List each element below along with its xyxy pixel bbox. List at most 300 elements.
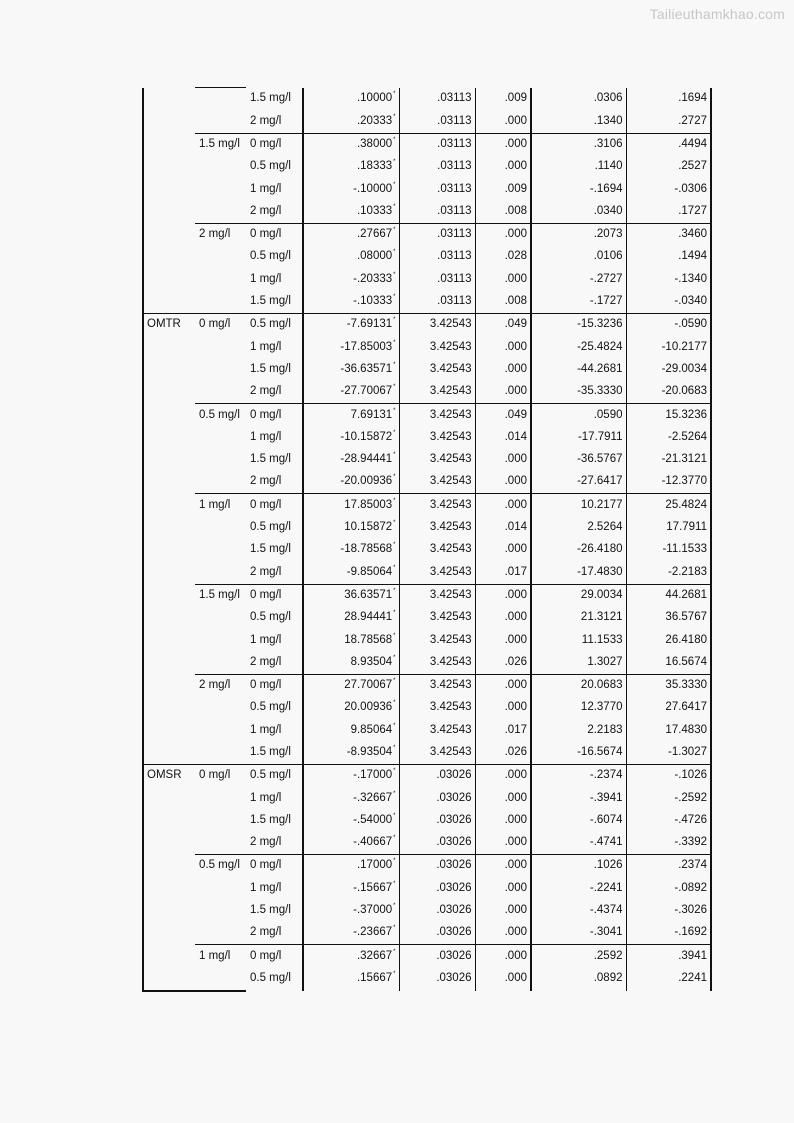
group-i-cell bbox=[195, 764, 246, 787]
significance-value: .000 bbox=[504, 769, 527, 782]
group-j-value: 0 mg/l bbox=[250, 408, 282, 421]
group-i-cell bbox=[195, 539, 246, 561]
std-error-value: .03113 bbox=[437, 92, 472, 105]
group-j-value: 1.5 mg/l bbox=[250, 904, 291, 917]
group-j-cell bbox=[246, 697, 303, 719]
significance-value: .026 bbox=[504, 655, 527, 668]
lower-bound-cell bbox=[531, 607, 626, 629]
group-j-value: 2 mg/l bbox=[250, 385, 282, 398]
group-i-cell bbox=[195, 200, 246, 223]
group-i-value: 1.5 mg/l bbox=[199, 137, 240, 150]
upper-bound-cell bbox=[626, 200, 711, 223]
mean-difference-value: -.23667 bbox=[353, 926, 393, 939]
table-row bbox=[143, 268, 711, 290]
significance-cell bbox=[475, 697, 531, 719]
group-j-value: 2 mg/l bbox=[250, 926, 282, 939]
std-error-cell bbox=[399, 359, 475, 381]
std-error-cell bbox=[399, 945, 475, 968]
group-i-cell bbox=[195, 449, 246, 471]
upper-bound-value: -1.3027 bbox=[667, 746, 707, 758]
mean-difference-value: -18.78568 bbox=[340, 543, 393, 556]
lower-bound-cell bbox=[531, 268, 626, 290]
group-j-cell bbox=[246, 629, 303, 651]
mean-difference-cell bbox=[303, 651, 399, 674]
upper-bound-value: -29.0034 bbox=[661, 362, 707, 375]
upper-bound-cell bbox=[626, 178, 711, 200]
group-j-cell bbox=[246, 742, 303, 765]
group-i-cell bbox=[195, 517, 246, 539]
dependent-variable-cell bbox=[143, 855, 195, 878]
std-error-cell bbox=[399, 742, 475, 765]
upper-bound-cell bbox=[626, 629, 711, 651]
upper-bound-value: -.1340 bbox=[674, 272, 707, 285]
table-row bbox=[143, 156, 711, 178]
lower-bound-value: 11.1533 bbox=[581, 633, 623, 646]
upper-bound-cell bbox=[626, 855, 711, 878]
significance-value: .000 bbox=[504, 791, 527, 804]
group-i-value: 1 mg/l bbox=[199, 498, 231, 511]
mean-difference-cell bbox=[303, 88, 399, 111]
dependent-variable-cell bbox=[143, 156, 195, 178]
group-j-value: 0.5 mg/l bbox=[250, 972, 291, 985]
upper-bound-value: -.2592 bbox=[674, 791, 707, 804]
std-error-cell bbox=[399, 223, 475, 246]
upper-bound-value: -21.3121 bbox=[661, 453, 707, 466]
std-error-cell bbox=[399, 110, 475, 133]
upper-bound-cell bbox=[626, 449, 711, 471]
mean-difference-value: .15667 bbox=[356, 972, 393, 985]
dependent-variable-cell bbox=[143, 110, 195, 133]
lower-bound-cell bbox=[531, 223, 626, 246]
mean-difference-cell bbox=[303, 968, 399, 991]
std-error-value: .03026 bbox=[436, 881, 472, 894]
mean-difference-cell bbox=[303, 719, 399, 741]
group-j-value: 1 mg/l bbox=[250, 272, 282, 285]
group-i-cell bbox=[195, 268, 246, 290]
significance-value: .000 bbox=[504, 137, 527, 150]
group-j-value: 1.5 mg/l bbox=[250, 453, 291, 466]
significance-asterisk: * bbox=[393, 317, 396, 324]
dependent-variable-cell bbox=[143, 945, 195, 968]
std-error-value: 3.42543 bbox=[429, 611, 472, 624]
table-row bbox=[143, 110, 711, 133]
upper-bound-cell bbox=[626, 517, 711, 539]
mean-difference-value: .20333 bbox=[356, 114, 393, 127]
table-row bbox=[143, 629, 711, 651]
dependent-variable-cell bbox=[143, 359, 195, 381]
group-j-value: 1 mg/l bbox=[250, 881, 282, 894]
group-j-cell bbox=[246, 359, 303, 381]
significance-asterisk: * bbox=[393, 722, 396, 729]
std-error-value: .03026 bbox=[436, 972, 472, 985]
group-j-value: 2 mg/l bbox=[250, 475, 282, 488]
significance-cell bbox=[475, 855, 531, 878]
lower-bound-value: 21.3121 bbox=[580, 611, 623, 624]
mean-difference-cell bbox=[303, 697, 399, 719]
group-j-value: 1.5 mg/l bbox=[250, 295, 291, 308]
std-error-cell bbox=[399, 404, 475, 427]
mean-difference-cell bbox=[303, 200, 399, 223]
std-error-cell bbox=[399, 88, 475, 111]
lower-bound-cell bbox=[531, 404, 626, 427]
mean-difference-value: 8.93504 bbox=[350, 655, 393, 668]
mean-difference-cell bbox=[303, 900, 399, 922]
mean-difference-value: -.17000 bbox=[353, 769, 393, 782]
mean-difference-cell bbox=[303, 945, 399, 968]
std-error-value: 3.42543 bbox=[429, 543, 472, 556]
group-j-cell bbox=[246, 607, 303, 629]
lower-bound-cell bbox=[531, 855, 626, 878]
table-row bbox=[143, 651, 711, 674]
significance-asterisk: * bbox=[393, 678, 396, 685]
multiple-comparisons-table bbox=[142, 87, 712, 992]
group-j-cell bbox=[246, 156, 303, 178]
std-error-cell bbox=[399, 449, 475, 471]
mean-difference-value: -9.85064 bbox=[346, 565, 393, 578]
dependent-variable-cell bbox=[143, 719, 195, 741]
lower-bound-cell bbox=[531, 651, 626, 674]
upper-bound-value: -.1692 bbox=[674, 926, 707, 939]
mean-difference-cell bbox=[303, 359, 399, 381]
dependent-variable-cell bbox=[143, 832, 195, 855]
group-j-value: 1.5 mg/l bbox=[250, 92, 291, 105]
significance-asterisk: * bbox=[393, 903, 396, 910]
lower-bound-cell bbox=[531, 133, 626, 156]
std-error-cell bbox=[399, 471, 475, 494]
group-j-value: 1.5 mg/l bbox=[250, 813, 291, 826]
significance-value: .000 bbox=[504, 385, 527, 398]
mean-difference-value: -.10000 bbox=[353, 182, 393, 195]
dependent-variable-cell bbox=[143, 381, 195, 404]
table-row bbox=[143, 877, 711, 899]
std-error-value: .03026 bbox=[436, 904, 472, 917]
mean-difference-value: .38000 bbox=[356, 137, 393, 150]
lower-bound-cell bbox=[531, 877, 626, 899]
group-i-cell bbox=[195, 156, 246, 178]
upper-bound-cell bbox=[626, 651, 711, 674]
lower-bound-value: 10.2177 bbox=[580, 498, 623, 511]
mean-difference-value: .08000 bbox=[356, 250, 393, 263]
significance-cell bbox=[475, 268, 531, 290]
upper-bound-cell bbox=[626, 674, 711, 697]
mean-difference-value: .17000 bbox=[356, 859, 393, 872]
group-j-value: 0.5 mg/l bbox=[250, 701, 291, 714]
group-i-cell bbox=[195, 359, 246, 381]
std-error-value: 3.42543 bbox=[429, 565, 472, 578]
group-j-cell bbox=[246, 471, 303, 494]
significance-cell bbox=[475, 674, 531, 697]
significance-value: .000 bbox=[504, 228, 527, 241]
upper-bound-cell bbox=[626, 787, 711, 809]
significance-asterisk: * bbox=[393, 745, 396, 751]
std-error-cell bbox=[399, 561, 475, 584]
group-j-value: 0.5 mg/l bbox=[250, 160, 291, 173]
group-j-value: 1.5 mg/l bbox=[250, 362, 291, 375]
group-j-cell bbox=[246, 426, 303, 448]
std-error-cell bbox=[399, 900, 475, 922]
std-error-value: .03026 bbox=[436, 949, 472, 962]
group-j-cell bbox=[246, 381, 303, 404]
group-j-value: 2 mg/l bbox=[250, 655, 282, 668]
group-i-cell bbox=[195, 697, 246, 719]
significance-asterisk: * bbox=[393, 971, 396, 978]
table-row bbox=[143, 449, 711, 471]
mean-difference-value: 9.85064 bbox=[350, 723, 393, 736]
table-row bbox=[143, 200, 711, 223]
upper-bound-cell bbox=[626, 764, 711, 787]
significance-asterisk: * bbox=[393, 564, 396, 571]
mean-difference-cell bbox=[303, 787, 399, 809]
group-j-cell bbox=[246, 88, 303, 111]
std-error-cell bbox=[399, 922, 475, 945]
significance-cell bbox=[475, 156, 531, 178]
std-error-cell bbox=[399, 517, 475, 539]
lower-bound-cell bbox=[531, 200, 626, 223]
std-error-cell bbox=[399, 674, 475, 697]
significance-value: .000 bbox=[504, 813, 527, 826]
significance-asterisk: * bbox=[393, 474, 396, 481]
upper-bound-cell bbox=[626, 88, 711, 111]
std-error-value: 3.42543 bbox=[429, 746, 472, 758]
group-i-cell bbox=[195, 651, 246, 674]
group-j-cell bbox=[246, 764, 303, 787]
group-i-cell bbox=[195, 945, 246, 968]
group-j-value: 1 mg/l bbox=[250, 723, 282, 736]
mean-difference-cell bbox=[303, 674, 399, 697]
significance-asterisk: * bbox=[393, 339, 396, 346]
dependent-variable-cell bbox=[143, 561, 195, 584]
std-error-value: .03026 bbox=[436, 859, 472, 872]
upper-bound-value: .2527 bbox=[678, 160, 707, 173]
group-i-cell bbox=[195, 674, 246, 697]
upper-bound-cell bbox=[626, 810, 711, 832]
group-i-cell bbox=[195, 922, 246, 945]
significance-value: .000 bbox=[504, 881, 527, 894]
mean-difference-value: 20.00936 bbox=[344, 701, 393, 714]
upper-bound-value: -2.5264 bbox=[667, 430, 707, 443]
mean-difference-cell bbox=[303, 110, 399, 133]
group-i-cell bbox=[195, 742, 246, 765]
lower-bound-cell bbox=[531, 922, 626, 945]
mean-difference-cell bbox=[303, 223, 399, 246]
std-error-value: 3.42543 bbox=[429, 679, 472, 692]
mean-difference-cell bbox=[303, 178, 399, 200]
upper-bound-value: .1727 bbox=[678, 204, 707, 217]
group-i-cell bbox=[195, 426, 246, 448]
group-j-value: 1 mg/l bbox=[250, 791, 282, 804]
upper-bound-value: -.3392 bbox=[674, 836, 707, 849]
dependent-variable-cell bbox=[143, 651, 195, 674]
group-j-value: 0 mg/l bbox=[250, 498, 282, 511]
group-j-cell bbox=[246, 968, 303, 991]
table-row bbox=[143, 178, 711, 200]
std-error-value: .03113 bbox=[437, 228, 472, 241]
group-j-value: 0 mg/l bbox=[250, 588, 282, 601]
upper-bound-value: 16.5674 bbox=[665, 655, 707, 668]
group-j-value: 0.5 mg/l bbox=[250, 769, 291, 782]
significance-value: .014 bbox=[504, 521, 527, 534]
table-row bbox=[143, 381, 711, 404]
table-row bbox=[143, 133, 711, 156]
std-error-value: 3.42543 bbox=[429, 723, 472, 736]
lower-bound-value: .2073 bbox=[593, 228, 623, 241]
group-j-value: 1.5 mg/l bbox=[250, 543, 291, 556]
significance-cell bbox=[475, 291, 531, 314]
std-error-value: .03026 bbox=[436, 769, 472, 782]
mean-difference-value: 36.63571 bbox=[344, 588, 393, 601]
std-error-cell bbox=[399, 539, 475, 561]
lower-bound-value: -.2727 bbox=[589, 272, 623, 285]
mean-difference-cell bbox=[303, 764, 399, 787]
significance-value: .009 bbox=[504, 92, 527, 105]
significance-cell bbox=[475, 449, 531, 471]
std-error-cell bbox=[399, 855, 475, 878]
std-error-cell bbox=[399, 832, 475, 855]
table-row bbox=[143, 697, 711, 719]
std-error-value: 3.42543 bbox=[429, 385, 472, 398]
lower-bound-value: .1140 bbox=[594, 160, 623, 173]
std-error-cell bbox=[399, 200, 475, 223]
group-i-cell bbox=[195, 561, 246, 584]
mean-difference-cell bbox=[303, 539, 399, 561]
mean-difference-cell bbox=[303, 471, 399, 494]
group-i-value: 1 mg/l bbox=[199, 949, 231, 962]
significance-cell bbox=[475, 88, 531, 111]
significance-cell bbox=[475, 223, 531, 246]
mean-difference-cell bbox=[303, 742, 399, 765]
significance-value: .009 bbox=[504, 182, 527, 195]
mean-difference-value: -8.93504 bbox=[346, 746, 393, 758]
table-row bbox=[143, 855, 711, 878]
dependent-variable-cell bbox=[143, 471, 195, 494]
mean-difference-value: -.10333 bbox=[353, 295, 393, 308]
group-j-value: 1.5 mg/l bbox=[250, 746, 291, 758]
significance-asterisk: * bbox=[393, 812, 396, 819]
upper-bound-value: 25.4824 bbox=[665, 498, 707, 511]
table-row bbox=[143, 968, 711, 991]
std-error-value: 3.42543 bbox=[429, 430, 472, 443]
significance-cell bbox=[475, 968, 531, 991]
significance-cell bbox=[475, 359, 531, 381]
upper-bound-cell bbox=[626, 584, 711, 607]
group-i-cell bbox=[195, 471, 246, 494]
std-error-cell bbox=[399, 291, 475, 314]
group-i-cell bbox=[195, 178, 246, 200]
upper-bound-cell bbox=[626, 381, 711, 404]
upper-bound-value: -.1026 bbox=[674, 769, 707, 782]
table-row bbox=[143, 426, 711, 448]
group-i-cell bbox=[195, 336, 246, 358]
group-j-value: 0.5 mg/l bbox=[250, 611, 291, 624]
lower-bound-value: -.4741 bbox=[589, 836, 623, 849]
std-error-value: .03113 bbox=[437, 295, 472, 308]
significance-value: .000 bbox=[504, 926, 527, 939]
dependent-variable-cell bbox=[143, 629, 195, 651]
upper-bound-cell bbox=[626, 607, 711, 629]
mean-difference-cell bbox=[303, 156, 399, 178]
group-j-value: 2 mg/l bbox=[250, 204, 282, 217]
significance-asterisk: * bbox=[393, 790, 396, 797]
significance-asterisk: * bbox=[393, 858, 396, 865]
group-i-cell bbox=[195, 877, 246, 899]
std-error-value: .03113 bbox=[437, 114, 472, 127]
mean-difference-value: -.40667 bbox=[353, 836, 393, 849]
significance-cell bbox=[475, 426, 531, 448]
significance-asterisk: * bbox=[393, 203, 396, 210]
group-j-cell bbox=[246, 404, 303, 427]
dependent-variable-cell bbox=[143, 697, 195, 719]
mean-difference-value: -7.69131 bbox=[346, 318, 393, 331]
std-error-cell bbox=[399, 426, 475, 448]
upper-bound-cell bbox=[626, 291, 711, 314]
lower-bound-value: -.6074 bbox=[589, 813, 623, 826]
mean-difference-cell bbox=[303, 922, 399, 945]
significance-value: .008 bbox=[504, 204, 527, 217]
table-row bbox=[143, 494, 711, 517]
dependent-variable-cell bbox=[143, 88, 195, 111]
upper-bound-value: -20.0683 bbox=[661, 385, 707, 398]
table-row bbox=[143, 223, 711, 246]
significance-cell bbox=[475, 539, 531, 561]
lower-bound-value: -.3941 bbox=[589, 791, 623, 804]
lower-bound-cell bbox=[531, 674, 626, 697]
group-j-cell bbox=[246, 922, 303, 945]
significance-asterisk: * bbox=[393, 384, 396, 391]
significance-asterisk: * bbox=[393, 429, 396, 436]
group-j-value: 0 mg/l bbox=[250, 679, 282, 692]
dependent-variable-value: OMTR bbox=[147, 318, 181, 331]
lower-bound-value: -.3041 bbox=[589, 926, 623, 939]
lower-bound-value: -36.5767 bbox=[577, 453, 623, 466]
group-j-value: 2 mg/l bbox=[250, 565, 282, 578]
group-i-cell bbox=[195, 404, 246, 427]
lower-bound-cell bbox=[531, 697, 626, 719]
upper-bound-cell bbox=[626, 719, 711, 741]
dependent-variable-cell bbox=[143, 133, 195, 156]
lower-bound-value: 2.2183 bbox=[587, 723, 623, 736]
group-j-value: 1 mg/l bbox=[250, 633, 282, 646]
group-j-cell bbox=[246, 832, 303, 855]
upper-bound-cell bbox=[626, 246, 711, 268]
mean-difference-value: -20.00936 bbox=[340, 475, 393, 488]
group-j-cell bbox=[246, 313, 303, 336]
table-row bbox=[143, 291, 711, 314]
lower-bound-cell bbox=[531, 246, 626, 268]
mean-difference-cell bbox=[303, 426, 399, 448]
significance-asterisk: * bbox=[393, 520, 396, 527]
std-error-value: 3.42543 bbox=[429, 408, 472, 421]
mean-difference-value: -17.85003 bbox=[340, 340, 393, 353]
std-error-cell bbox=[399, 336, 475, 358]
lower-bound-cell bbox=[531, 359, 626, 381]
upper-bound-cell bbox=[626, 561, 711, 584]
group-i-value: 2 mg/l bbox=[199, 679, 231, 692]
group-i-cell bbox=[195, 494, 246, 517]
lower-bound-value: -44.2681 bbox=[577, 362, 623, 375]
lower-bound-value: -.2374 bbox=[589, 769, 623, 782]
mean-difference-value: -10.15872 bbox=[340, 430, 393, 443]
group-i-value: 1.5 mg/l bbox=[199, 588, 240, 601]
upper-bound-value: 44.2681 bbox=[665, 588, 707, 601]
group-j-value: 0 mg/l bbox=[250, 949, 282, 962]
significance-cell bbox=[475, 178, 531, 200]
lower-bound-value: .0306 bbox=[593, 92, 623, 105]
dependent-variable-cell bbox=[143, 742, 195, 765]
group-j-cell bbox=[246, 855, 303, 878]
lower-bound-value: 2.5264 bbox=[587, 521, 623, 534]
mean-difference-value: 28.94441 bbox=[344, 611, 393, 624]
upper-bound-value: .3460 bbox=[678, 228, 707, 241]
